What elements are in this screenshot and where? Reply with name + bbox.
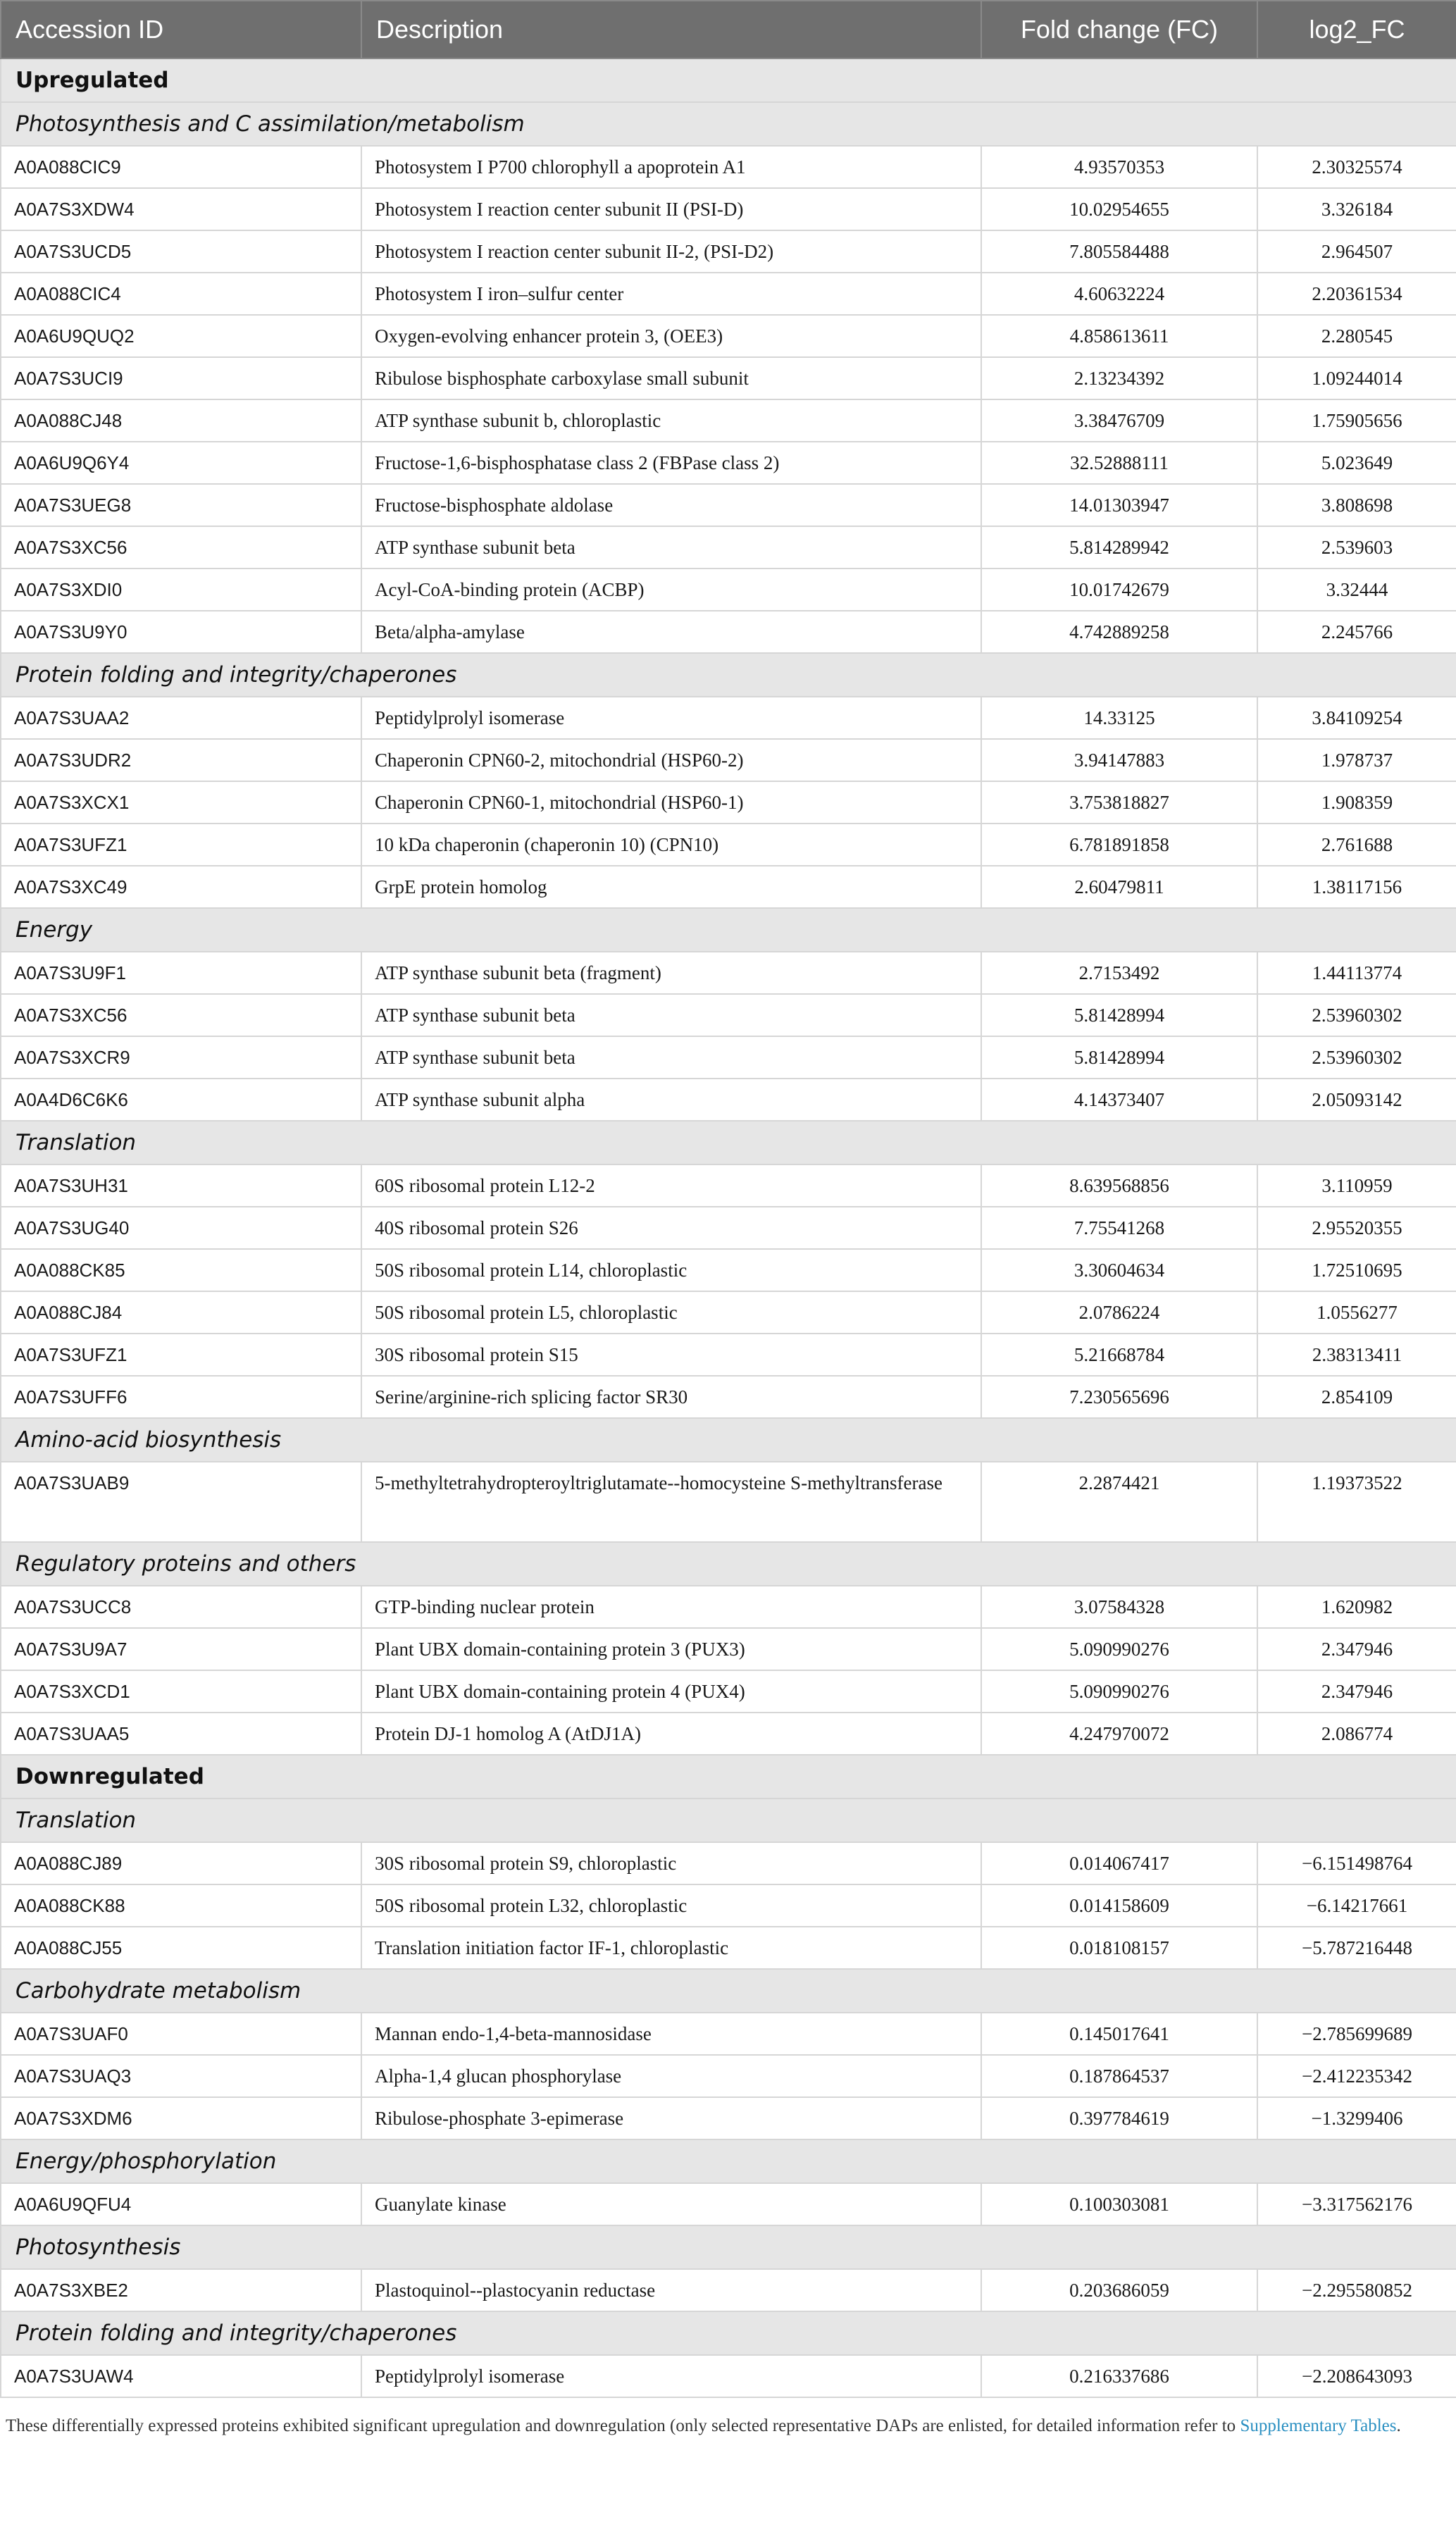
accession-id-cell: A0A7S3U9F1 xyxy=(1,952,361,994)
accession-id-cell: A0A7S3U9A7 xyxy=(1,1628,361,1670)
log2-fc-cell: 1.978737 xyxy=(1257,739,1456,781)
table-row xyxy=(1,2269,1456,2311)
category-row xyxy=(1,1542,1456,1586)
fold-change-cell: 4.858613611 xyxy=(981,315,1257,357)
category-row xyxy=(1,102,1456,146)
accession-id-cell: A0A7S3UAA5 xyxy=(1,1713,361,1755)
accession-id-cell: A0A088CJ48 xyxy=(1,399,361,442)
fold-change-cell: 7.230565696 xyxy=(981,1376,1257,1418)
fold-change-cell: 2.13234392 xyxy=(981,357,1257,399)
description-cell: Ribulose bisphosphate carboxylase small subunit xyxy=(361,357,981,399)
table-row xyxy=(1,739,1456,781)
description-cell: 30S ribosomal protein S9, chloroplastic xyxy=(361,1842,981,1884)
footnote-text: These differentially expressed proteins exhibited significant upregulation and downregulation (only selected representative DAPs are enlisted, for detailed information refer to xyxy=(6,2416,1240,2435)
accession-id-cell: A0A7S3UEG8 xyxy=(1,484,361,526)
table-row xyxy=(1,1586,1456,1628)
description-cell: 10 kDa chaperonin (chaperonin 10) (CPN10) xyxy=(361,824,981,866)
accession-id-cell: A0A7S3UDR2 xyxy=(1,739,361,781)
log2-fc-cell: −6.151498764 xyxy=(1257,1842,1456,1884)
description-cell: Alpha-1,4 glucan phosphorylase xyxy=(361,2055,981,2097)
category-label: Amino-acid biosynthesis xyxy=(1,1418,1456,1462)
table-row xyxy=(1,1670,1456,1713)
table-row xyxy=(1,1334,1456,1376)
category-row xyxy=(1,2311,1456,2355)
table-row xyxy=(1,1079,1456,1121)
description-cell: ATP synthase subunit beta xyxy=(361,526,981,569)
log2-fc-cell: 2.30325574 xyxy=(1257,146,1456,188)
category-label: Energy xyxy=(1,908,1456,952)
fold-change-cell: 32.52888111 xyxy=(981,442,1257,484)
table-row xyxy=(1,484,1456,526)
category-label: Translation xyxy=(1,1798,1456,1842)
description-cell: ATP synthase subunit beta (fragment) xyxy=(361,952,981,994)
regulation-group-row xyxy=(1,1755,1456,1798)
description-cell: Plant UBX domain-containing protein 3 (PUX3) xyxy=(361,1628,981,1670)
description-cell: Fructose-1,6-bisphosphatase class 2 (FBPase class 2) xyxy=(361,442,981,484)
fold-change-cell: 5.090990276 xyxy=(981,1670,1257,1713)
fold-change-cell: 2.2874421 xyxy=(981,1462,1257,1542)
table-row xyxy=(1,569,1456,611)
table-row xyxy=(1,781,1456,824)
log2-fc-cell: 1.19373522 xyxy=(1257,1462,1456,1542)
accession-id-cell: A0A088CIC9 xyxy=(1,146,361,188)
accession-id-cell: A0A7S3UAW4 xyxy=(1,2355,361,2397)
description-cell: 60S ribosomal protein L12-2 xyxy=(361,1164,981,1207)
fold-change-cell: 3.07584328 xyxy=(981,1586,1257,1628)
log2-fc-cell: 3.32444 xyxy=(1257,569,1456,611)
category-label: Translation xyxy=(1,1121,1456,1164)
log2-fc-cell: 2.20361534 xyxy=(1257,273,1456,315)
description-cell: Photosystem I iron–sulfur center xyxy=(361,273,981,315)
accession-id-cell: A0A7S3XCR9 xyxy=(1,1036,361,1079)
regulation-group-label: Downregulated xyxy=(1,1755,1456,1798)
log2-fc-cell: 1.09244014 xyxy=(1257,357,1456,399)
regulation-group-row xyxy=(1,58,1456,102)
category-row xyxy=(1,1798,1456,1842)
description-cell: ATP synthase subunit b, chloroplastic xyxy=(361,399,981,442)
table-row xyxy=(1,1207,1456,1249)
fold-change-cell: 5.81428994 xyxy=(981,994,1257,1036)
accession-id-cell: A0A7S3XCX1 xyxy=(1,781,361,824)
log2-fc-cell: −2.208643093 xyxy=(1257,2355,1456,2397)
log2-fc-cell: 3.110959 xyxy=(1257,1164,1456,1207)
category-label: Energy/phosphorylation xyxy=(1,2139,1456,2183)
fold-change-cell: 3.753818827 xyxy=(981,781,1257,824)
regulation-group-label: Upregulated xyxy=(1,58,1456,102)
fold-change-cell: 2.7153492 xyxy=(981,952,1257,994)
header-fold-change: Fold change (FC) xyxy=(981,1,1257,58)
table-row xyxy=(1,2013,1456,2055)
table-row xyxy=(1,1927,1456,1969)
accession-id-cell: A0A7S3UCD5 xyxy=(1,230,361,273)
fold-change-cell: 4.60632224 xyxy=(981,273,1257,315)
fold-change-cell: 14.33125 xyxy=(981,697,1257,739)
category-row xyxy=(1,2139,1456,2183)
fold-change-cell: 10.02954655 xyxy=(981,188,1257,230)
fold-change-cell: 5.814289942 xyxy=(981,526,1257,569)
accession-id-cell: A0A7S3UH31 xyxy=(1,1164,361,1207)
category-row xyxy=(1,1121,1456,1164)
fold-change-cell: 0.216337686 xyxy=(981,2355,1257,2397)
log2-fc-cell: 2.854109 xyxy=(1257,1376,1456,1418)
table-row xyxy=(1,1628,1456,1670)
accession-id-cell: A0A088CJ89 xyxy=(1,1842,361,1884)
log2-fc-cell: 1.0556277 xyxy=(1257,1291,1456,1334)
accession-id-cell: A0A7S3UCC8 xyxy=(1,1586,361,1628)
table-row xyxy=(1,2355,1456,2397)
log2-fc-cell: 1.72510695 xyxy=(1257,1249,1456,1291)
log2-fc-cell: 3.326184 xyxy=(1257,188,1456,230)
description-cell: Photosystem I reaction center subunit II (PSI-D) xyxy=(361,188,981,230)
fold-change-cell: 0.187864537 xyxy=(981,2055,1257,2097)
table-row xyxy=(1,399,1456,442)
log2-fc-cell: 2.539603 xyxy=(1257,526,1456,569)
accession-id-cell: A0A088CIC4 xyxy=(1,273,361,315)
accession-id-cell: A0A7S3XDM6 xyxy=(1,2097,361,2139)
accession-id-cell: A0A7S3UFF6 xyxy=(1,1376,361,1418)
accession-id-cell: A0A4D6C6K6 xyxy=(1,1079,361,1121)
accession-id-cell: A0A088CK88 xyxy=(1,1884,361,1927)
fold-change-cell: 0.014158609 xyxy=(981,1884,1257,1927)
log2-fc-cell: −1.3299406 xyxy=(1257,2097,1456,2139)
category-row xyxy=(1,2225,1456,2269)
accession-id-cell: A0A088CK85 xyxy=(1,1249,361,1291)
log2-fc-cell: −3.317562176 xyxy=(1257,2183,1456,2225)
log2-fc-cell: 1.908359 xyxy=(1257,781,1456,824)
table-row xyxy=(1,315,1456,357)
description-cell: Peptidylprolyl isomerase xyxy=(361,697,981,739)
description-cell: Serine/arginine-rich splicing factor SR30 xyxy=(361,1376,981,1418)
fold-change-cell: 3.94147883 xyxy=(981,739,1257,781)
category-label: Protein folding and integrity/chaperones xyxy=(1,653,1456,697)
table-row xyxy=(1,1249,1456,1291)
accession-id-cell: A0A7S3UAQ3 xyxy=(1,2055,361,2097)
fold-change-cell: 0.100303081 xyxy=(981,2183,1257,2225)
description-cell: Mannan endo-1,4-beta-mannosidase xyxy=(361,2013,981,2055)
table-row xyxy=(1,273,1456,315)
description-cell: Oxygen-evolving enhancer protein 3, (OEE3) xyxy=(361,315,981,357)
log2-fc-cell: 1.75905656 xyxy=(1257,399,1456,442)
description-cell: 30S ribosomal protein S15 xyxy=(361,1334,981,1376)
log2-fc-cell: 2.05093142 xyxy=(1257,1079,1456,1121)
table-header-row xyxy=(1,1,1456,58)
fold-change-cell: 4.247970072 xyxy=(981,1713,1257,1755)
description-cell: 50S ribosomal protein L5, chloroplastic xyxy=(361,1291,981,1334)
accession-id-cell: A0A6U9QFU4 xyxy=(1,2183,361,2225)
description-cell: ATP synthase subunit beta xyxy=(361,1036,981,1079)
fold-change-cell: 3.30604634 xyxy=(981,1249,1257,1291)
description-cell: Beta/alpha-amylase xyxy=(361,611,981,653)
category-row xyxy=(1,653,1456,697)
table-row xyxy=(1,442,1456,484)
accession-id-cell: A0A7S3XBE2 xyxy=(1,2269,361,2311)
fold-change-cell: 0.203686059 xyxy=(981,2269,1257,2311)
description-cell: Peptidylprolyl isomerase xyxy=(361,2355,981,2397)
header-accession-id: Accession ID xyxy=(1,1,361,58)
description-cell: GrpE protein homolog xyxy=(361,866,981,908)
description-cell: Photosystem I P700 chlorophyll a apoprotein A1 xyxy=(361,146,981,188)
description-cell: 5-methyltetrahydropteroyltriglutamate--homocysteine S-methyltransferase xyxy=(361,1462,981,1542)
table-row xyxy=(1,1884,1456,1927)
log2-fc-cell: 1.38117156 xyxy=(1257,866,1456,908)
log2-fc-cell: 2.53960302 xyxy=(1257,1036,1456,1079)
accession-id-cell: A0A7S3UAB9 xyxy=(1,1462,361,1542)
fold-change-cell: 7.805584488 xyxy=(981,230,1257,273)
table-row xyxy=(1,1376,1456,1418)
table-row xyxy=(1,526,1456,569)
table-row xyxy=(1,357,1456,399)
description-cell: Fructose-bisphosphate aldolase xyxy=(361,484,981,526)
log2-fc-cell: −2.295580852 xyxy=(1257,2269,1456,2311)
accession-id-cell: A0A7S3UCI9 xyxy=(1,357,361,399)
category-label: Photosynthesis and C assimilation/metabolism xyxy=(1,102,1456,146)
category-row xyxy=(1,1418,1456,1462)
accession-id-cell: A0A7S3UAA2 xyxy=(1,697,361,739)
category-label: Regulatory proteins and others xyxy=(1,1542,1456,1586)
fold-change-cell: 5.81428994 xyxy=(981,1036,1257,1079)
log2-fc-cell: 3.808698 xyxy=(1257,484,1456,526)
description-cell: Chaperonin CPN60-1, mitochondrial (HSP60-1) xyxy=(361,781,981,824)
table-row xyxy=(1,188,1456,230)
table-body xyxy=(1,58,1456,2397)
log2-fc-cell: −5.787216448 xyxy=(1257,1927,1456,1969)
category-row xyxy=(1,1969,1456,2013)
fold-change-cell: 0.145017641 xyxy=(981,2013,1257,2055)
table-row xyxy=(1,1164,1456,1207)
fold-change-cell: 4.14373407 xyxy=(981,1079,1257,1121)
table-row xyxy=(1,1036,1456,1079)
supplementary-tables-link[interactable]: Supplementary Tables xyxy=(1240,2416,1397,2435)
description-cell: 40S ribosomal protein S26 xyxy=(361,1207,981,1249)
description-cell: Translation initiation factor IF-1, chloroplastic xyxy=(361,1927,981,1969)
table-row xyxy=(1,2183,1456,2225)
accession-id-cell: A0A7S3U9Y0 xyxy=(1,611,361,653)
accession-id-cell: A0A7S3XC49 xyxy=(1,866,361,908)
category-label: Carbohydrate metabolism xyxy=(1,1969,1456,2013)
fold-change-cell: 0.397784619 xyxy=(981,2097,1257,2139)
log2-fc-cell: −6.14217661 xyxy=(1257,1884,1456,1927)
fold-change-cell: 5.21668784 xyxy=(981,1334,1257,1376)
fold-change-cell: 5.090990276 xyxy=(981,1628,1257,1670)
description-cell: Plastoquinol--plastocyanin reductase xyxy=(361,2269,981,2311)
accession-id-cell: A0A7S3XCD1 xyxy=(1,1670,361,1713)
accession-id-cell: A0A088CJ55 xyxy=(1,1927,361,1969)
fold-change-cell: 2.0786224 xyxy=(981,1291,1257,1334)
description-cell: GTP-binding nuclear protein xyxy=(361,1586,981,1628)
table-row xyxy=(1,1462,1456,1542)
log2-fc-cell: 2.964507 xyxy=(1257,230,1456,273)
category-row xyxy=(1,908,1456,952)
fold-change-cell: 6.781891858 xyxy=(981,824,1257,866)
fold-change-cell: 4.93570353 xyxy=(981,146,1257,188)
log2-fc-cell: 1.620982 xyxy=(1257,1586,1456,1628)
table-row xyxy=(1,952,1456,994)
description-cell: Chaperonin CPN60-2, mitochondrial (HSP60-2) xyxy=(361,739,981,781)
accession-id-cell: A0A7S3XC56 xyxy=(1,526,361,569)
description-cell: Acyl-CoA-binding protein (ACBP) xyxy=(361,569,981,611)
fold-change-cell: 0.014067417 xyxy=(981,1842,1257,1884)
description-cell: Plant UBX domain-containing protein 4 (PUX4) xyxy=(361,1670,981,1713)
fold-change-cell: 2.60479811 xyxy=(981,866,1257,908)
category-label: Photosynthesis xyxy=(1,2225,1456,2269)
description-cell: 50S ribosomal protein L32, chloroplastic xyxy=(361,1884,981,1927)
footnote-end: . xyxy=(1396,2416,1401,2435)
log2-fc-cell: −2.785699689 xyxy=(1257,2013,1456,2055)
accession-id-cell: A0A7S3UFZ1 xyxy=(1,824,361,866)
log2-fc-cell: 2.761688 xyxy=(1257,824,1456,866)
fold-change-cell: 14.01303947 xyxy=(981,484,1257,526)
header-description: Description xyxy=(361,1,981,58)
table-row xyxy=(1,611,1456,653)
accession-id-cell: A0A7S3UFZ1 xyxy=(1,1334,361,1376)
log2-fc-cell: 1.44113774 xyxy=(1257,952,1456,994)
accession-id-cell: A0A7S3UG40 xyxy=(1,1207,361,1249)
header-log2-fc: log2_FC xyxy=(1257,1,1456,58)
log2-fc-cell: 2.347946 xyxy=(1257,1670,1456,1713)
log2-fc-cell: 2.086774 xyxy=(1257,1713,1456,1755)
table-row xyxy=(1,824,1456,866)
fold-change-cell: 4.742889258 xyxy=(981,611,1257,653)
category-label: Protein folding and integrity/chaperones xyxy=(1,2311,1456,2355)
accession-id-cell: A0A088CJ84 xyxy=(1,1291,361,1334)
accession-id-cell: A0A7S3XDI0 xyxy=(1,569,361,611)
fold-change-cell: 3.38476709 xyxy=(981,399,1257,442)
log2-fc-cell: −2.412235342 xyxy=(1257,2055,1456,2097)
table-row xyxy=(1,146,1456,188)
log2-fc-cell: 2.53960302 xyxy=(1257,994,1456,1036)
fold-change-cell: 7.75541268 xyxy=(981,1207,1257,1249)
description-cell: 50S ribosomal protein L14, chloroplastic xyxy=(361,1249,981,1291)
fold-change-cell: 8.639568856 xyxy=(981,1164,1257,1207)
description-cell: Protein DJ-1 homolog A (AtDJ1A) xyxy=(361,1713,981,1755)
log2-fc-cell: 2.280545 xyxy=(1257,315,1456,357)
fold-change-cell: 0.018108157 xyxy=(981,1927,1257,1969)
description-cell: ATP synthase subunit beta xyxy=(361,994,981,1036)
table-row xyxy=(1,866,1456,908)
table-row xyxy=(1,2055,1456,2097)
accession-id-cell: A0A6U9QUQ2 xyxy=(1,315,361,357)
table-row xyxy=(1,1842,1456,1884)
accession-id-cell: A0A7S3XDW4 xyxy=(1,188,361,230)
table-row xyxy=(1,1713,1456,1755)
fold-change-cell: 10.01742679 xyxy=(981,569,1257,611)
accession-id-cell: A0A7S3UAF0 xyxy=(1,2013,361,2055)
description-cell: Photosystem I reaction center subunit II-2, (PSI-D2) xyxy=(361,230,981,273)
table-row xyxy=(1,2097,1456,2139)
log2-fc-cell: 2.95520355 xyxy=(1257,1207,1456,1249)
table-row xyxy=(1,697,1456,739)
accession-id-cell: A0A6U9Q6Y4 xyxy=(1,442,361,484)
log2-fc-cell: 2.38313411 xyxy=(1257,1334,1456,1376)
table-row xyxy=(1,1291,1456,1334)
description-cell: Guanylate kinase xyxy=(361,2183,981,2225)
log2-fc-cell: 3.84109254 xyxy=(1257,697,1456,739)
description-cell: Ribulose-phosphate 3-epimerase xyxy=(361,2097,981,2139)
description-cell: ATP synthase subunit alpha xyxy=(361,1079,981,1121)
table-row xyxy=(1,230,1456,273)
log2-fc-cell: 2.245766 xyxy=(1257,611,1456,653)
accession-id-cell: A0A7S3XC56 xyxy=(1,994,361,1036)
table-row xyxy=(1,994,1456,1036)
table-footnote xyxy=(6,2413,1450,2439)
log2-fc-cell: 5.023649 xyxy=(1257,442,1456,484)
log2-fc-cell: 2.347946 xyxy=(1257,1628,1456,1670)
